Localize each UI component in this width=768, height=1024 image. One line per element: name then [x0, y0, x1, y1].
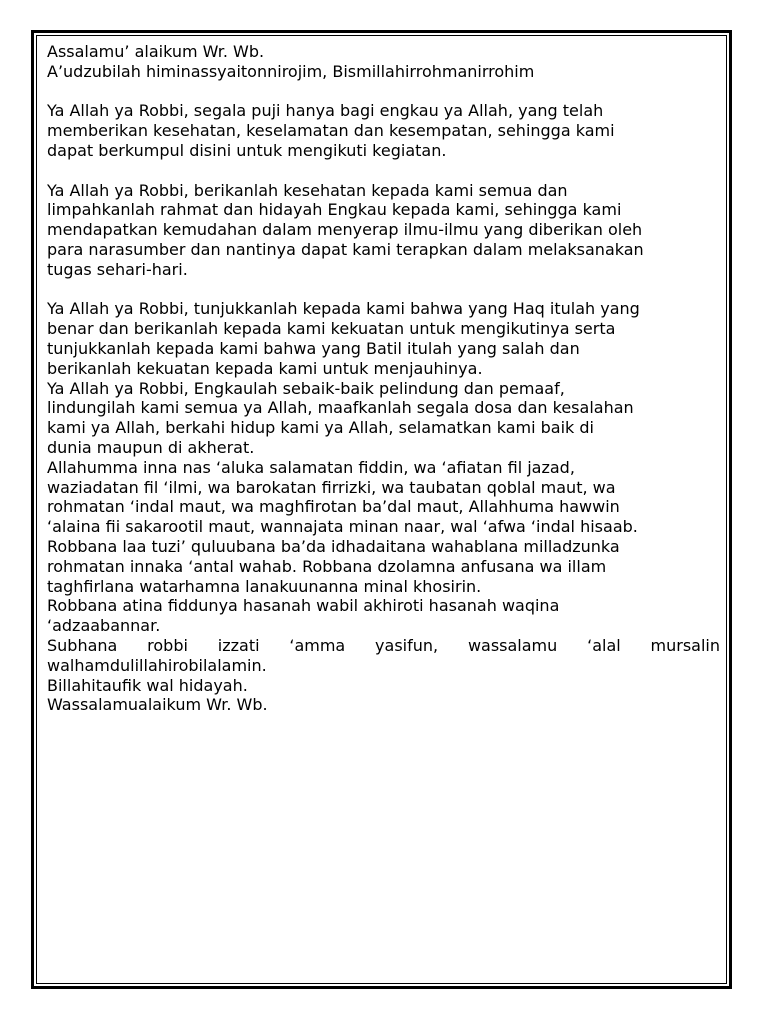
text-line: rohmatan ‘indal maut, wa maghfirotan ba’dal maut, Allahhuma hawwin [47, 497, 620, 517]
text-line: Robbana laa tuzi’ quluubana ba’da idhadaitana wahablana milladzunka [47, 536, 620, 556]
text-line: Ya Allah ya Robbi, berikanlah kesehatan kepada kami semua dan [47, 180, 568, 200]
paragraph-health [47, 181, 720, 280]
text-line: para narasumber dan nantinya dapat kami terapkan dalam melaksanakan [47, 239, 644, 259]
text-line: memberikan kesehatan, keselamatan dan kesempatan, sehingga kami [47, 121, 615, 141]
text-line: dapat berkumpul disini untuk mengikuti kegiatan. [47, 140, 447, 160]
text-line: ‘adzaabannar. [47, 616, 161, 636]
text-line: berikanlah kekuatan kepada kami untuk menjauhinya. [47, 358, 483, 378]
text-line: rohmatan innaka ‘antal wahab. Robbana dzolamna anfusana wa illam [47, 556, 607, 576]
text-line: tunjukkanlah kepada kami bahwa yang Batil itulah yang salah dan [47, 338, 580, 358]
paragraph-spacer [47, 82, 720, 102]
text-line: taghfirlana watarhamna lanakuunanna minal khosirin. [47, 576, 482, 596]
closing-block [47, 656, 720, 715]
text-line: waziadatan fil ‘ilmi, wa barokatan firrizki, wa taubatan qoblal maut, wa [47, 477, 616, 497]
opening-line: A’udzubilah himinassyaitonnirojim, Bismillahirrohmanirrohim [47, 61, 535, 81]
text-line: kami ya Allah, berkahi hidup kami ya Allah, selamatkan kami baik di [47, 418, 594, 438]
document-body [47, 42, 720, 715]
text-line: limpahkanlah rahmat dan hidayah Engkau kepada kami, sehingga kami [47, 200, 622, 220]
paragraph-prayers [47, 299, 720, 636]
text-line: lindungilah kami semua ya Allah, maafkanlah segala dosa dan kesalahan [47, 398, 634, 418]
text-line: benar dan berikanlah kepada kami kekuatan untuk mengikutinya serta [47, 319, 616, 339]
text-line: Wassalamualaikum Wr. Wb. [47, 695, 268, 715]
text-line: Ya Allah ya Robbi, segala puji hanya bagi engkau ya Allah, yang telah [47, 101, 604, 121]
text-line: ‘alaina fii sakarootil maut, wannajata minan naar, wal ‘afwa ‘indal hisaab. [47, 517, 638, 537]
text-line: Allahumma inna nas ‘aluka salamatan fiddin, wa ‘afiatan fil jazad, [47, 457, 575, 477]
text-line: walhamdulillahirobilalamin. [47, 655, 267, 675]
text-line: Ya Allah ya Robbi, tunjukkanlah kepada kami bahwa yang Haq itulah yang [47, 299, 640, 319]
text-line: Robbana atina fiddunya hasanah wabil akhiroti hasanah waqina [47, 596, 560, 616]
text-line: Ya Allah ya Robbi, Engkaulah sebaik-baik pelindung dan pemaaf, [47, 378, 565, 398]
text-line: mendapatkan kemudahan dalam menyerap ilmu-ilmu yang diberikan oleh [47, 220, 643, 240]
text-line: Billahitaufik wal hidayah. [47, 675, 248, 695]
paragraph-spacer [47, 280, 720, 300]
text-line: dunia maupun di akherat. [47, 437, 255, 457]
paragraph-spacer [47, 161, 720, 181]
subhana-line: Subhana robbi izzati ‘amma yasifun, wassalamu ‘alal mursalin [47, 635, 720, 655]
greeting-line: Assalamu’ alaikum Wr. Wb. [47, 42, 265, 61]
paragraph-praise [47, 101, 720, 160]
text-line: tugas sehari-hari. [47, 259, 188, 279]
